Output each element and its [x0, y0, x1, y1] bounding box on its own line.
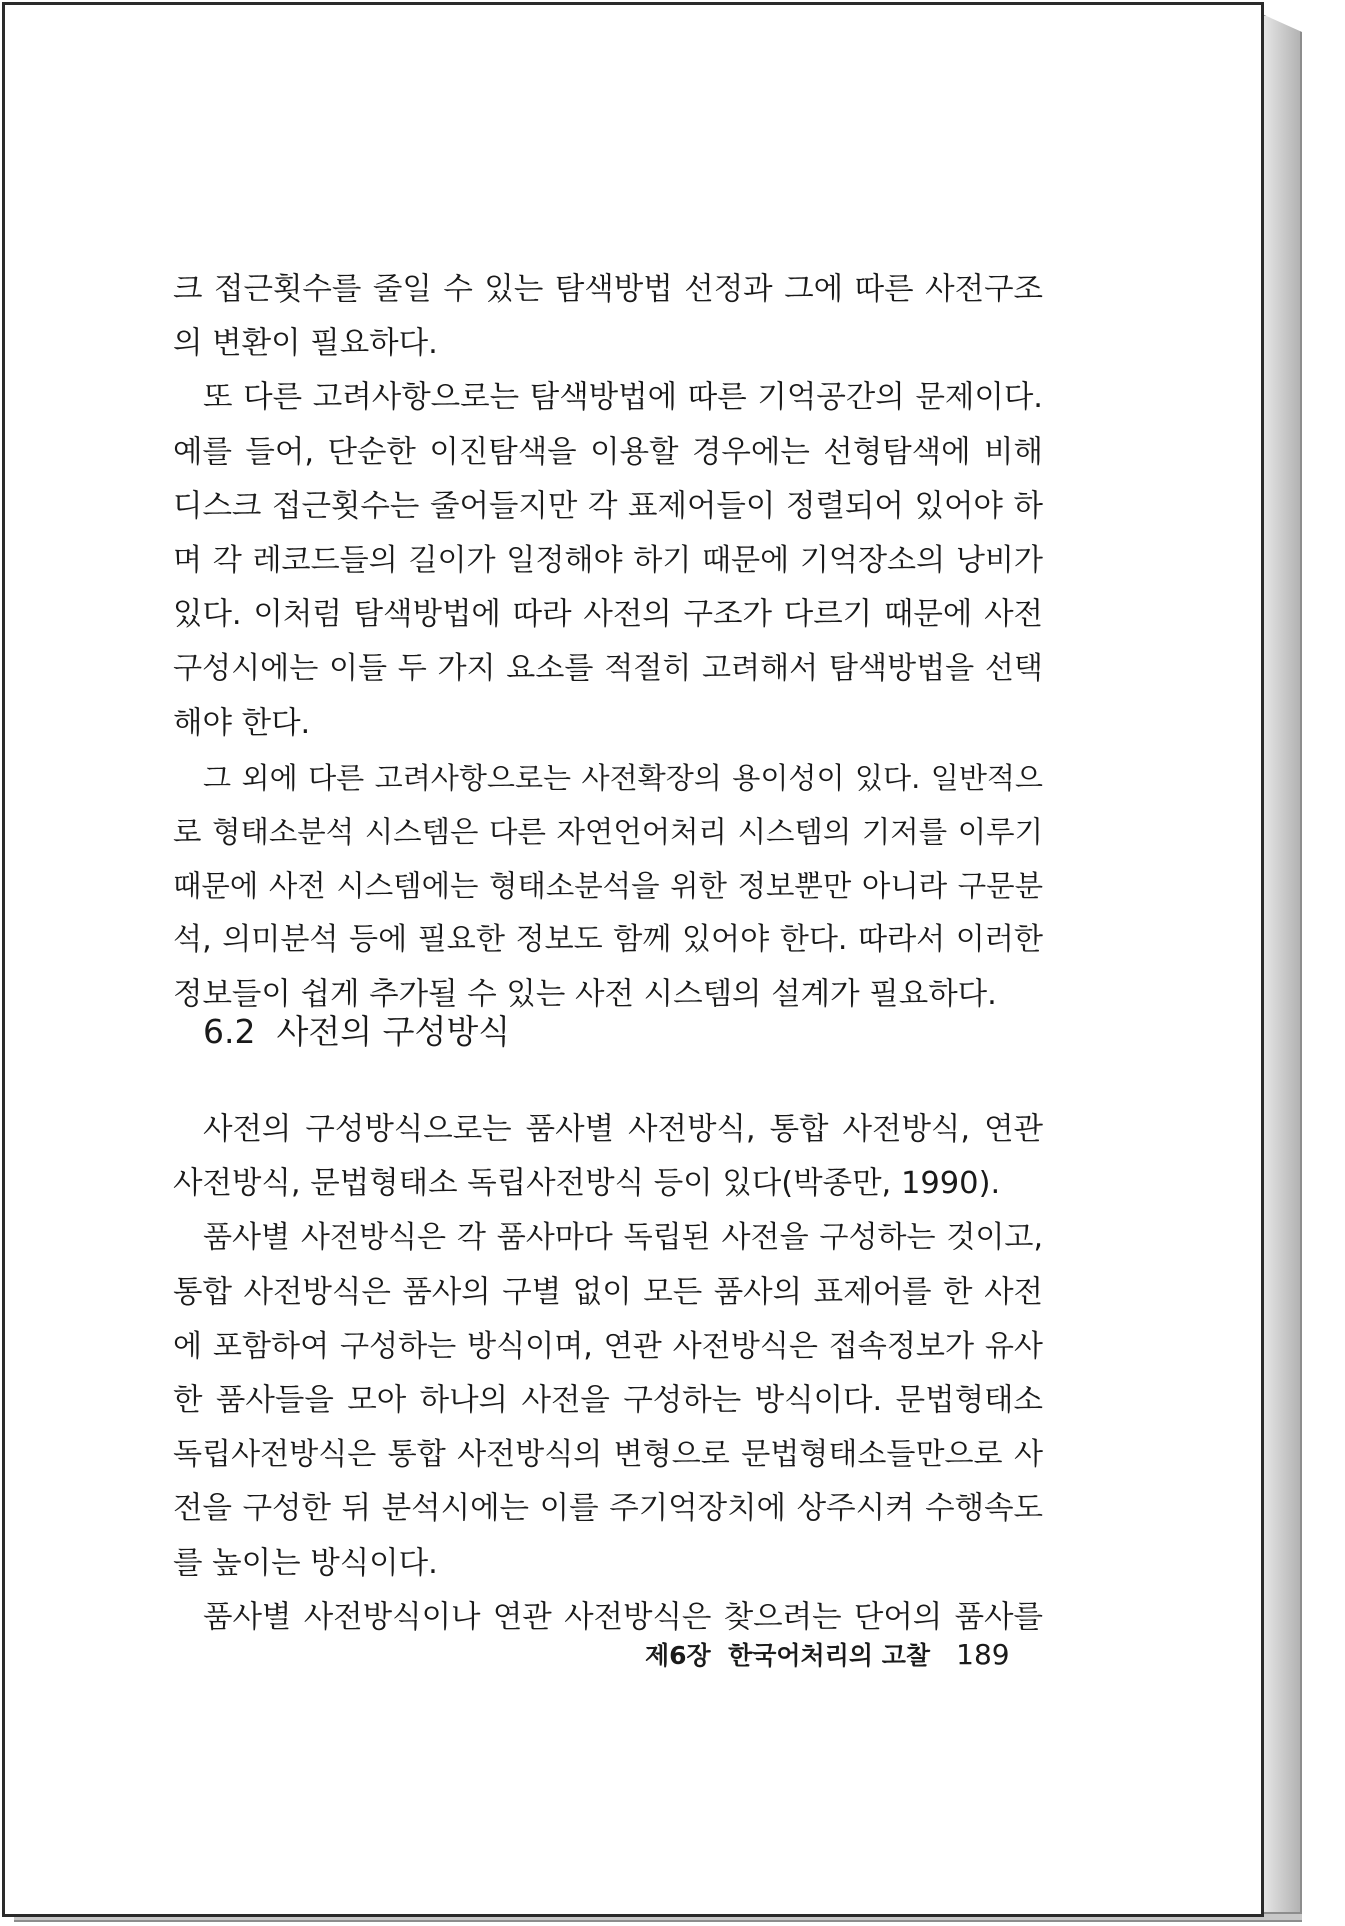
body-text-top [173, 263, 1043, 1022]
running-head: 제6장 한국어처리의 고찰 [645, 1641, 931, 1670]
text-line: 며 각 레코드들의 길이가 일정해야 하기 때문에 기억장소의 낭비가 [173, 543, 1043, 579]
text-line: 의 변환이 필요하다. [173, 326, 438, 362]
section-heading: 6.2 사전의 구성방식 [203, 1012, 511, 1051]
text-line: 석, 의미분석 등에 필요한 정보도 함께 있어야 한다. 따라서 이러한 [173, 922, 1043, 958]
text-line: 통합 사전방식은 품사의 구별 없이 모든 품사의 표제어를 한 사전 [173, 1274, 1043, 1310]
text-line: 디스크 접근횟수는 줄어들지만 각 표제어들이 정렬되어 있어야 하 [173, 488, 1043, 524]
text-line: 크 접근횟수를 줄일 수 있는 탐색방법 선정과 그에 따른 사전구조 [173, 272, 1043, 307]
text-line: 예를 들어, 단순한 이진탐색을 이용할 경우에는 선형탐색에 비해 [173, 434, 1043, 470]
text-line: 사전의 구성방식으로는 품사별 사전방식, 통합 사전방식, 연관 [203, 1112, 1043, 1147]
text-line: 때문에 사전 시스템에는 형태소분석을 위한 정보뿐만 아니라 구문분 [173, 869, 1043, 904]
text-line: 전을 구성한 뒤 분석시에는 이를 주기억장치에 상주시켜 수행속도 [173, 1491, 1043, 1527]
text-line: 구성시에는 이들 두 가지 요소를 적절히 고려해서 탐색방법을 선택 [173, 651, 1043, 687]
text-line: 독립사전방식은 통합 사전방식의 변형으로 문법형태소들만으로 사 [173, 1437, 1043, 1473]
page-stack-edge-right [1262, 14, 1302, 1914]
text-line: 있다. 이처럼 탐색방법에 따라 사전의 구조가 다르기 때문에 사전 [173, 597, 1043, 633]
book-page [2, 2, 1264, 1917]
text-line: 로 형태소분석 시스템은 다른 자연언어처리 시스템의 기저를 이루기 [173, 815, 1043, 850]
text-line: 사전방식, 문법형태소 독립사전방식 등이 있다(박종만, 1990). [173, 1166, 1001, 1202]
page-footer [645, 1630, 1010, 1681]
text-line: 품사별 사전방식은 각 품사마다 독립된 사전을 구성하는 것이고, [203, 1220, 1043, 1256]
text-line: 품사별 사전방식이나 연관 사전방식은 찾으려는 단어의 품사를 [203, 1599, 1043, 1635]
text-line: 그 외에 다른 고려사항으로는 사전확장의 용이성이 있다. 일반적으 [203, 760, 1043, 795]
text-line: 를 높이는 방식이다. [173, 1545, 438, 1581]
text-line: 또 다른 고려사항으로는 탐색방법에 따른 기억공간의 문제이다. [203, 380, 1043, 416]
page-number: 189 [956, 1638, 1010, 1671]
text-line: 정보들이 쉽게 추가될 수 있는 사전 시스템의 설계가 필요하다. [173, 976, 997, 1012]
text-line: 해야 한다. [173, 705, 311, 741]
body-text-bottom [173, 1103, 1043, 1645]
text-line: 에 포함하여 구성하는 방식이며, 연관 사전방식은 접속정보가 유사 [173, 1328, 1043, 1364]
text-line: 한 품사들을 모아 하나의 사전을 구성하는 방식이다. 문법형태소 [173, 1383, 1043, 1419]
